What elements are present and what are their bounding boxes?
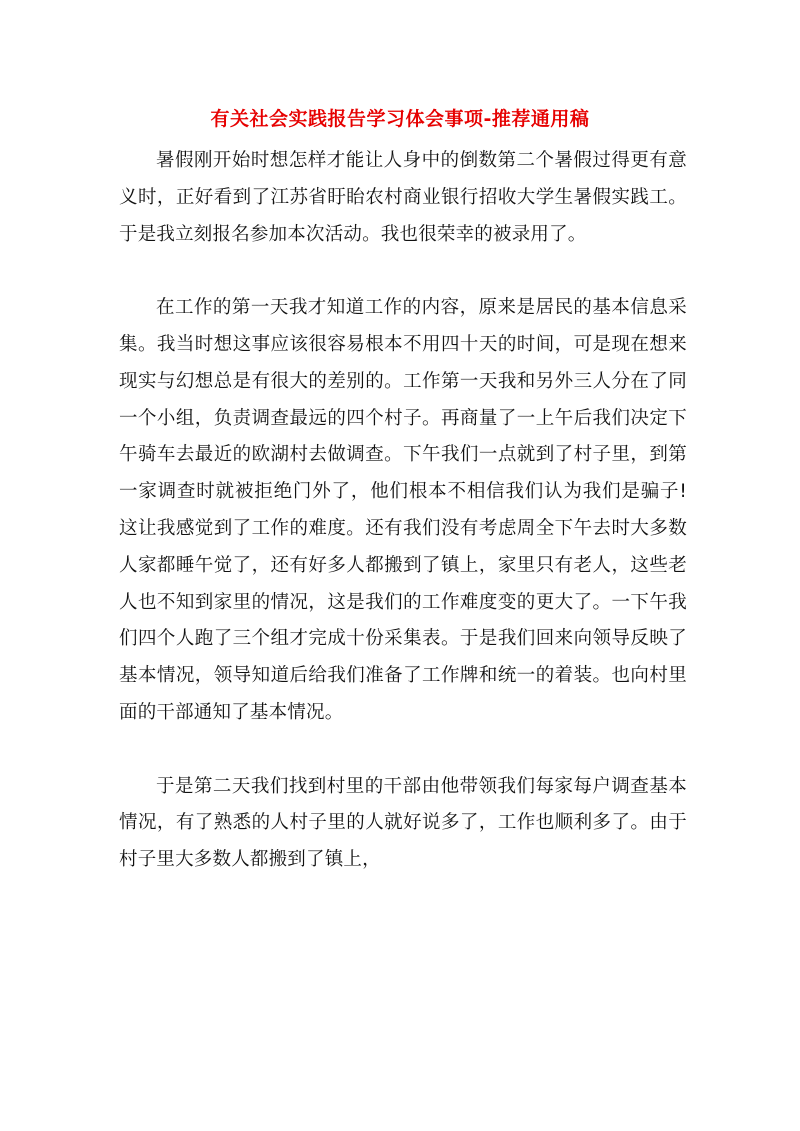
document-body [119, 143, 687, 879]
paragraph-1: 暑假刚开始时想怎样才能让人身中的倒数第二个暑假过得更有意义时，正好看到了江苏省盱眙农村商业银行招收大学生暑假实践工。于是我立刻报名参加本次活动。我也很荣幸的被录用了。 [119, 150, 687, 245]
document-title: 有关社会实践报告学习体会事项-推荐通用稿 [210, 108, 590, 130]
paragraph-2: 在工作的第一天我才知道工作的内容，原来是居民的基本信息采集。我当时想这事应该很容易根本不用四十天的时间，可是现在想来现实与幻想总是有很大的差别的。工作第一天我和另外三人分在了同一个小组，负责调查最远的四个村子。再商量了一上午后我们决定下午骑车去最近的欧湖村去做调查。下午我们一点就到了村子里，到第一家调查时就被拒绝门外了，他们根本不相信我们认为我们是骗子!这让我感觉到了工作的难度。还有我们没有考虑周全下午去时大多数人家都睡午觉了，还有好多人都搬到了镇上，家里只有老人，这些老人也不知到家里的情况，这是我们的工作难度变的更大了。一下午我们四个人跑了三个组才完成十份采集表。于是我们回来向领导反映了基本情况，领导知道后给我们准备了工作牌和统一的着装。也向村里面的干部通知了基本情况。 [119, 297, 687, 723]
paragraph-3: 于是第二天我们找到村里的干部由他带领我们每家每户调查基本情况，有了熟悉的人村子里的人就好说多了，工作也顺利多了。由于村子里大多数人都搬到了镇上， [119, 775, 687, 871]
